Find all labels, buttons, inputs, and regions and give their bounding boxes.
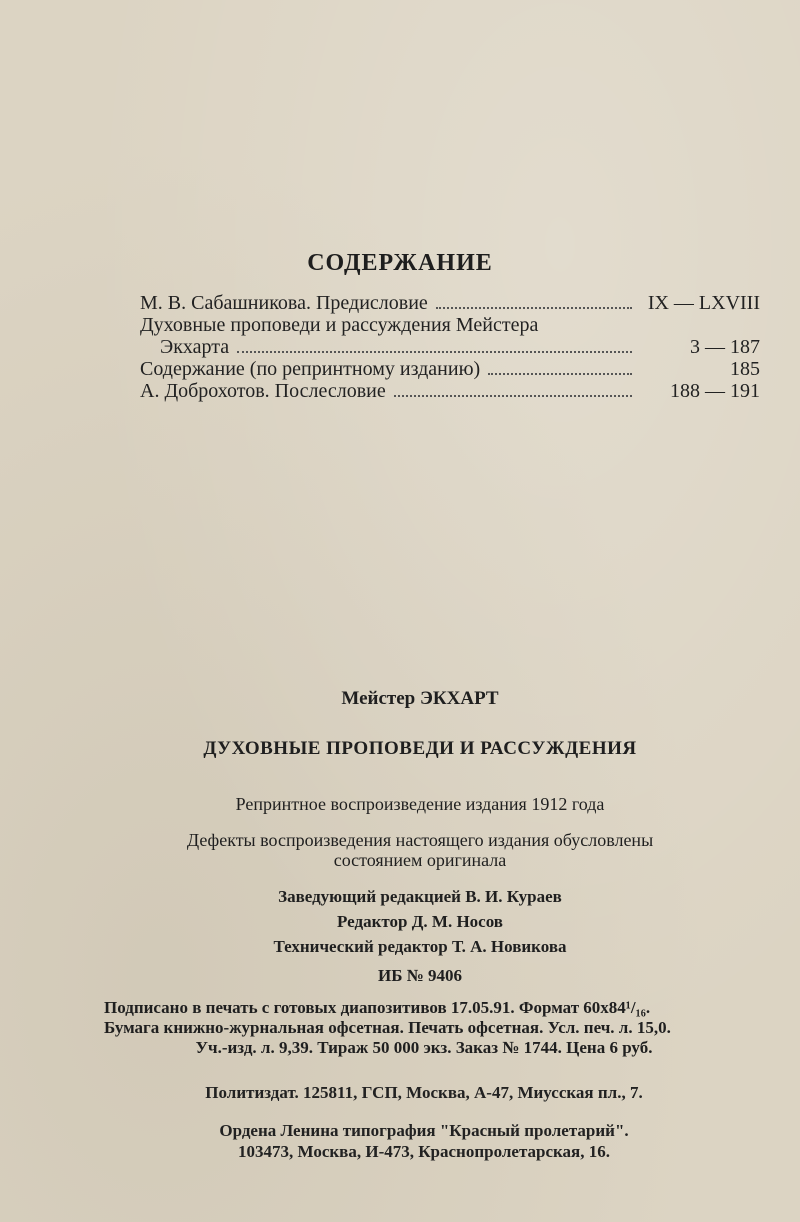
tech-line: Бумага книжно-журнальная офсетная. Печать офсетная. Усл. печ. л. 15,0. [104,1018,671,1037]
toc-entry-title: А. Доброхотов. Послесловие [140,380,386,402]
publisher-address: Политиздат. 125811, ГСП, Москва, А-47, Миусская пл., 7. [205,1083,643,1102]
defects-note-line: Дефекты воспроизведения настоящего издания обусловлены [186,830,654,850]
defects-note [100,830,740,870]
toc-entry-pages: 185 [730,358,760,380]
technical-details [104,998,744,1058]
tech-line: Уч.-изд. л. 9,39. Тираж 50 000 экз. Заказ № 1744. Цена 6 руб. [195,1038,653,1057]
toc-entry [140,380,760,402]
staff-line: Редактор Д. М. Носов [337,912,503,931]
reprint-note: Репринтное воспроизведение издания 1912 года [235,794,605,814]
editorial-staff [100,884,740,959]
toc-entry-pages: IX — LXVIII [647,292,760,314]
table-of-contents [140,292,760,402]
toc-heading: СОДЕРЖАНИЕ [307,250,493,276]
ib-number: ИБ № 9406 [377,966,463,985]
book-title: ДУХОВНЫЕ ПРОПОВЕДИ И РАССУЖДЕНИЯ [203,738,637,759]
toc-entry [140,336,760,358]
toc-entry [140,314,760,336]
toc-entry [140,292,760,314]
printer-info [104,1120,744,1162]
tech-line: Подписано в печать с готовых диапозитивов 17.05.91. Формат 60x84¹/₁₆. [104,998,651,1017]
toc-entry-title: Экхарта [160,336,230,358]
toc-leader-dots [394,395,632,397]
toc-leader-dots [436,307,632,309]
toc-entry-pages: 3 — 187 [690,336,760,358]
toc-entry-pages: 188 — 191 [670,380,760,402]
toc-entry-title: М. В. Сабашникова. Предисловие [140,292,428,314]
toc-leader-dots [488,373,632,375]
author-name: Мейстер ЭКХАРТ [341,688,499,709]
defects-note-line: состоянием оригинала [333,850,507,870]
printer-line: Ордена Ленина типография "Красный пролетарий". [219,1121,629,1140]
staff-line: Заведующий редакцией В. И. Кураев [278,887,562,906]
printer-line: 103473, Москва, И-473, Краснопролетарская, 16. [238,1142,610,1161]
toc-leader-dots [237,351,632,353]
toc-entry-title: Духовные проповеди и рассуждения Мейстера [140,314,539,336]
toc-entry [140,358,760,380]
staff-line: Технический редактор Т. А. Новикова [273,937,567,956]
toc-entry-title: Содержание (по репринтному изданию) [140,358,481,380]
